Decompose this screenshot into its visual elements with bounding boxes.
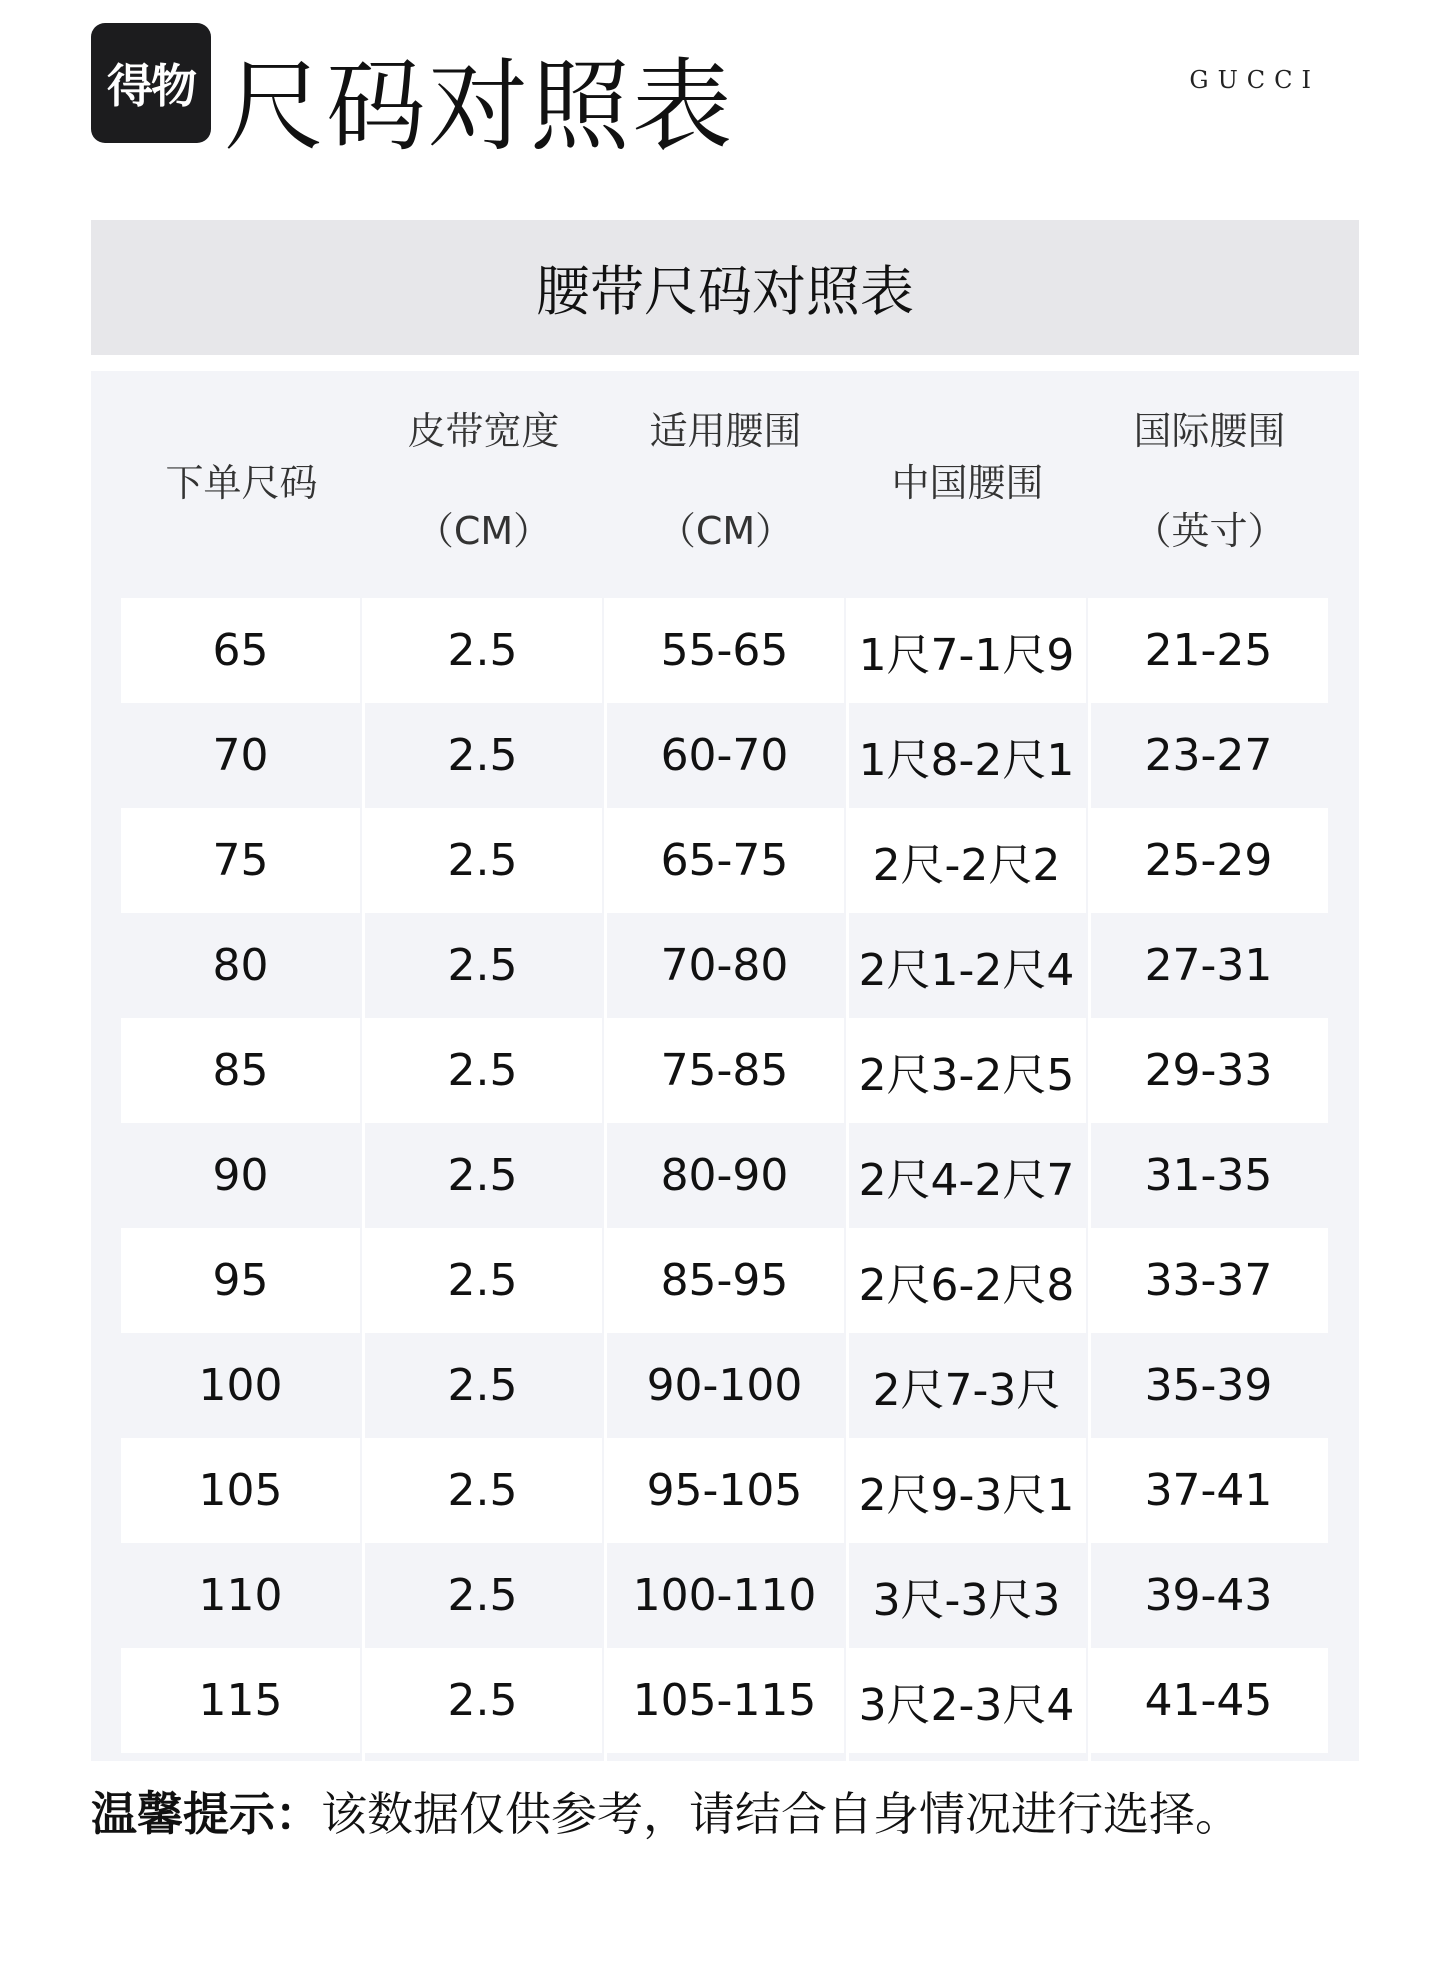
cell-order-size: 100 bbox=[198, 1360, 283, 1411]
cell-china-waist: 2尺9-3尺1 bbox=[847, 1438, 1086, 1543]
header-waist-cm-label: 适用腰围 bbox=[649, 409, 802, 453]
cell-waist-cm: 85-95 bbox=[605, 1228, 844, 1333]
table-body bbox=[121, 598, 1329, 1753]
cell-intl-waist: 35-39 bbox=[1144, 1360, 1273, 1411]
cell-belt-width: 2.5 bbox=[363, 1018, 602, 1123]
footer-tip bbox=[91, 1778, 1241, 1844]
cell-china-waist: 2尺-2尺2 bbox=[847, 808, 1086, 913]
table-row bbox=[121, 808, 1329, 913]
cell-china-waist: 2尺3-2尺5 bbox=[847, 1018, 1086, 1123]
table-row bbox=[121, 1648, 1329, 1753]
table-row bbox=[121, 1228, 1329, 1333]
cell-china-waist: 3尺-3尺3 bbox=[872, 1574, 1061, 1626]
cell-belt-width: 2.5 bbox=[363, 1648, 602, 1753]
cell-intl-waist: 25-29 bbox=[1089, 808, 1328, 913]
cell-belt-width: 2.5 bbox=[447, 1360, 518, 1411]
table-row bbox=[121, 913, 1329, 1018]
table-row bbox=[121, 1123, 1329, 1228]
cell-china-waist: 3尺2-3尺4 bbox=[847, 1648, 1086, 1753]
column-divider bbox=[846, 598, 849, 1761]
table-row bbox=[121, 1333, 1329, 1438]
tip-text: 该数据仅供参考，请结合自身情况进行选择。 bbox=[321, 1787, 1241, 1841]
cell-belt-width: 2.5 bbox=[363, 598, 602, 703]
cell-intl-waist: 31-35 bbox=[1144, 1150, 1273, 1201]
brand-logo: GUCCI bbox=[1189, 66, 1320, 94]
cell-order-size: 85 bbox=[121, 1018, 360, 1123]
cell-china-waist: 2尺7-3尺 bbox=[872, 1364, 1061, 1416]
table-row bbox=[121, 1543, 1329, 1648]
column-divider bbox=[604, 598, 607, 1761]
cell-intl-waist: 29-33 bbox=[1089, 1018, 1328, 1123]
cell-belt-width: 2.5 bbox=[447, 1570, 518, 1621]
table-row bbox=[121, 703, 1329, 808]
header-intl-waist-unit: （英寸） bbox=[1133, 509, 1286, 553]
table-row bbox=[121, 1018, 1329, 1123]
header-belt-width-label: 皮带宽度 bbox=[407, 409, 560, 453]
cell-waist-cm: 105-115 bbox=[605, 1648, 844, 1753]
cell-order-size: 70 bbox=[212, 730, 269, 781]
cell-order-size: 80 bbox=[212, 940, 269, 991]
page-title: 尺码对照表 bbox=[224, 48, 734, 165]
table-row bbox=[121, 598, 1329, 703]
header-waist-cm bbox=[605, 371, 846, 591]
cell-waist-cm: 75-85 bbox=[605, 1018, 844, 1123]
cell-china-waist: 2尺1-2尺4 bbox=[858, 944, 1075, 996]
app-logo: 得物 bbox=[91, 23, 211, 143]
cell-waist-cm: 65-75 bbox=[605, 808, 844, 913]
cell-belt-width: 2.5 bbox=[363, 808, 602, 913]
column-divider bbox=[362, 598, 365, 1761]
cell-waist-cm: 55-65 bbox=[605, 598, 844, 703]
column-divider bbox=[1088, 598, 1091, 1761]
cell-belt-width: 2.5 bbox=[447, 1150, 518, 1201]
header-waist-cm-unit: （CM） bbox=[657, 509, 794, 553]
cell-order-size: 90 bbox=[212, 1150, 269, 1201]
cell-intl-waist: 41-45 bbox=[1089, 1648, 1328, 1753]
tip-label: 温馨提示： bbox=[91, 1787, 321, 1841]
table-row bbox=[121, 1438, 1329, 1543]
cell-waist-cm: 70-80 bbox=[660, 940, 789, 991]
cell-order-size: 115 bbox=[121, 1648, 360, 1753]
cell-intl-waist: 37-41 bbox=[1089, 1438, 1328, 1543]
cell-order-size: 75 bbox=[121, 808, 360, 913]
cell-china-waist: 1尺7-1尺9 bbox=[847, 598, 1086, 703]
header-china-waist-label: 中国腰围 bbox=[891, 461, 1044, 505]
cell-belt-width: 2.5 bbox=[447, 730, 518, 781]
cell-china-waist: 2尺6-2尺8 bbox=[847, 1228, 1086, 1333]
cell-waist-cm: 90-100 bbox=[646, 1360, 803, 1411]
header-belt-width bbox=[363, 371, 604, 591]
header-intl-waist-label: 国际腰围 bbox=[1133, 409, 1286, 453]
table-title: 腰带尺码对照表 bbox=[91, 220, 1359, 355]
cell-order-size: 110 bbox=[198, 1570, 283, 1621]
cell-belt-width: 2.5 bbox=[363, 1438, 602, 1543]
cell-waist-cm: 95-105 bbox=[605, 1438, 844, 1543]
cell-order-size: 105 bbox=[121, 1438, 360, 1543]
size-table bbox=[91, 371, 1359, 1761]
cell-belt-width: 2.5 bbox=[363, 1228, 602, 1333]
cell-belt-width: 2.5 bbox=[447, 940, 518, 991]
cell-order-size: 95 bbox=[121, 1228, 360, 1333]
header-belt-width-unit: （CM） bbox=[415, 509, 552, 553]
cell-intl-waist: 23-27 bbox=[1144, 730, 1273, 781]
cell-order-size: 65 bbox=[121, 598, 360, 703]
header-order-size bbox=[121, 371, 362, 591]
header-order-size-label: 下单尺码 bbox=[165, 461, 318, 505]
cell-china-waist: 2尺4-2尺7 bbox=[858, 1154, 1075, 1206]
cell-waist-cm: 80-90 bbox=[660, 1150, 789, 1201]
cell-intl-waist: 33-37 bbox=[1089, 1228, 1328, 1333]
cell-waist-cm: 100-110 bbox=[632, 1570, 817, 1621]
cell-intl-waist: 27-31 bbox=[1144, 940, 1273, 991]
header-china-waist bbox=[847, 371, 1088, 591]
cell-waist-cm: 60-70 bbox=[660, 730, 789, 781]
header-intl-waist bbox=[1089, 371, 1330, 591]
cell-intl-waist: 21-25 bbox=[1089, 598, 1328, 703]
cell-intl-waist: 39-43 bbox=[1144, 1570, 1273, 1621]
cell-china-waist: 1尺8-2尺1 bbox=[858, 734, 1075, 786]
